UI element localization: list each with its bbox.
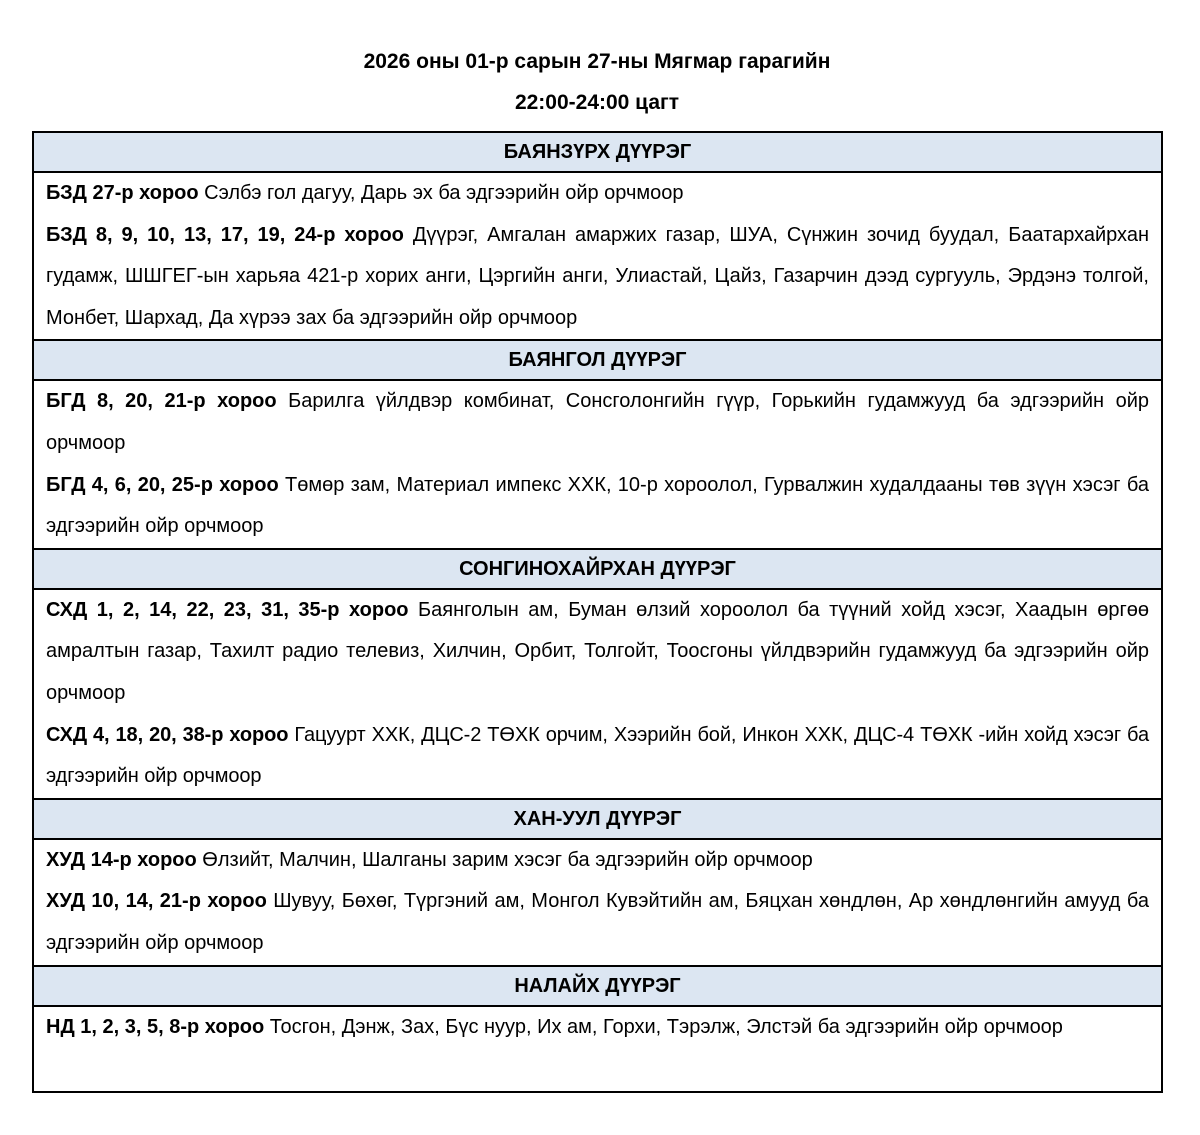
- khoroo-code: БЗД 8, 9, 10, 13, 17, 19, 24-р хороо: [46, 223, 404, 246]
- area-entry: [46, 590, 1149, 715]
- district-name-bayangol: БАЯНГОЛ ДҮҮРЭГ: [33, 340, 1162, 380]
- khoroo-code: ХУД 14-р хороо: [46, 848, 197, 871]
- area-entry: [46, 173, 1149, 215]
- district-body-row: [33, 839, 1162, 966]
- area-description: Өлзийт, Малчин, Шалганы зарим хэсэг ба эдгээрийн ойр орчмоор: [196, 848, 813, 871]
- khoroo-code: БГД 8, 20, 21-р хороо: [46, 390, 277, 413]
- district-entries-khan-uul: [33, 839, 1162, 966]
- area-description: Шувуу, Бөхөг, Түргэний ам, Монгол Кувэйтийн ам, Бяцхан хөндлөн, Ар хөндлөнгийн амууд ба эдгээрийн ойр орчмоор: [46, 890, 1149, 954]
- area-description: Төмөр зам, Материал импекс ХХК, 10-р хороолол, Гурвалжин худалдааны төв зүүн хэсэг ба эдгээрийн ойр орчмоор: [46, 473, 1149, 538]
- area-entry: [46, 465, 1149, 548]
- khoroo-code: СХД 4, 18, 20, 38-р хороо: [46, 723, 289, 746]
- area-entry: [46, 840, 1149, 882]
- area-entry: [46, 215, 1149, 340]
- district-body-row: [33, 589, 1162, 799]
- area-description: Дүүрэг, Амгалан амаржих газар, ШУА, Сүнжин зочид буудал, Баатархайрхан гудамж, ШШГЕГ-ын харьяа 421-р хорих анги, Цэргийн анги, Улиастай, Цайз, Газарчин дээд сургууль, Эрдэнэ толгой, Монбет, Шархад, Да хүрээ зах ба эдгээрийн ойр орчмоор: [46, 223, 1149, 329]
- outage-schedule-table: [32, 131, 1163, 1093]
- district-header-row: [33, 340, 1162, 380]
- area-description: Сэлбэ гол дагуу, Дарь эх ба эдгээрийн ойр орчмоор: [198, 182, 684, 204]
- khoroo-code: БГД 4, 6, 20, 25-р хороо: [46, 473, 279, 496]
- area-description: Баянголын ам, Буман өлзий хороолол ба түүний хойд хэсэг, Хаадын өргөө амралтын газар, Тахилт радио телевиз, Хилчин, Орбит, Толгойт, Тоосгоны үйлдвэрийн гудамжууд ба эдгээрийн ойр орчмоор: [46, 598, 1149, 704]
- area-entry: [46, 881, 1149, 964]
- district-header-row: [33, 966, 1162, 1006]
- district-header-row: [33, 799, 1162, 839]
- district-name-songinokhairkhan: СОНГИНОХАЙРХАН ДҮҮРЭГ: [33, 549, 1162, 589]
- district-header-row: [33, 132, 1162, 172]
- khoroo-code: БЗД 27-р хороо: [46, 182, 199, 204]
- schedule-time-heading: 22:00-24:00 цагт: [514, 91, 680, 114]
- khoroo-code: СХД 1, 2, 14, 22, 23, 31, 35-р хороо: [46, 598, 409, 621]
- district-body-row: [33, 1006, 1162, 1092]
- district-name-nalaikh: НАЛАЙХ ДҮҮРЭГ: [33, 966, 1162, 1006]
- schedule-date-heading: 2026 оны 01-р сарын 27-ны Мягмар гарагийн: [363, 50, 831, 73]
- district-name-bayanzurkh: БАЯНЗҮРХ ДҮҮРЭГ: [33, 132, 1162, 172]
- khoroo-code: ХУД 10, 14, 21-р хороо: [46, 890, 267, 913]
- district-body-row: [33, 380, 1162, 548]
- area-entry: [46, 715, 1149, 798]
- district-entries-songinokhairkhan: [33, 589, 1162, 799]
- district-name-khan-uul: ХАН-УУЛ ДҮҮРЭГ: [33, 799, 1162, 839]
- district-body-row: [33, 172, 1162, 340]
- area-entry: [46, 381, 1149, 464]
- district-entries-bayangol: [33, 380, 1162, 548]
- district-header-row: [33, 549, 1162, 589]
- khoroo-code: НД 1, 2, 3, 5, 8-р хороо: [46, 1015, 265, 1038]
- area-description: Гацуурт ХХК, ДЦС-2 ТӨХК орчим, Хээрийн бой, Инкон ХХК, ДЦС-4 ТӨХК -ийн хойд хэсэг ба эдгээрийн ойр орчмоор: [46, 723, 1149, 788]
- area-description: Тосгон, Дэнж, Зах, Бүс нуур, Их ам, Горхи, Тэрэлж, Элстэй ба эдгээрийн ойр орчмоор: [264, 1015, 1063, 1038]
- area-description: Барилга үйлдвэр комбинат, Сонсголонгийн гүүр, Горькийн гудамжууд ба эдгээрийн ойр орчмоор: [46, 390, 1149, 454]
- district-entries-bayanzurkh: [33, 172, 1162, 340]
- district-entries-nalaikh: [33, 1006, 1162, 1092]
- area-entry: [46, 1007, 1149, 1049]
